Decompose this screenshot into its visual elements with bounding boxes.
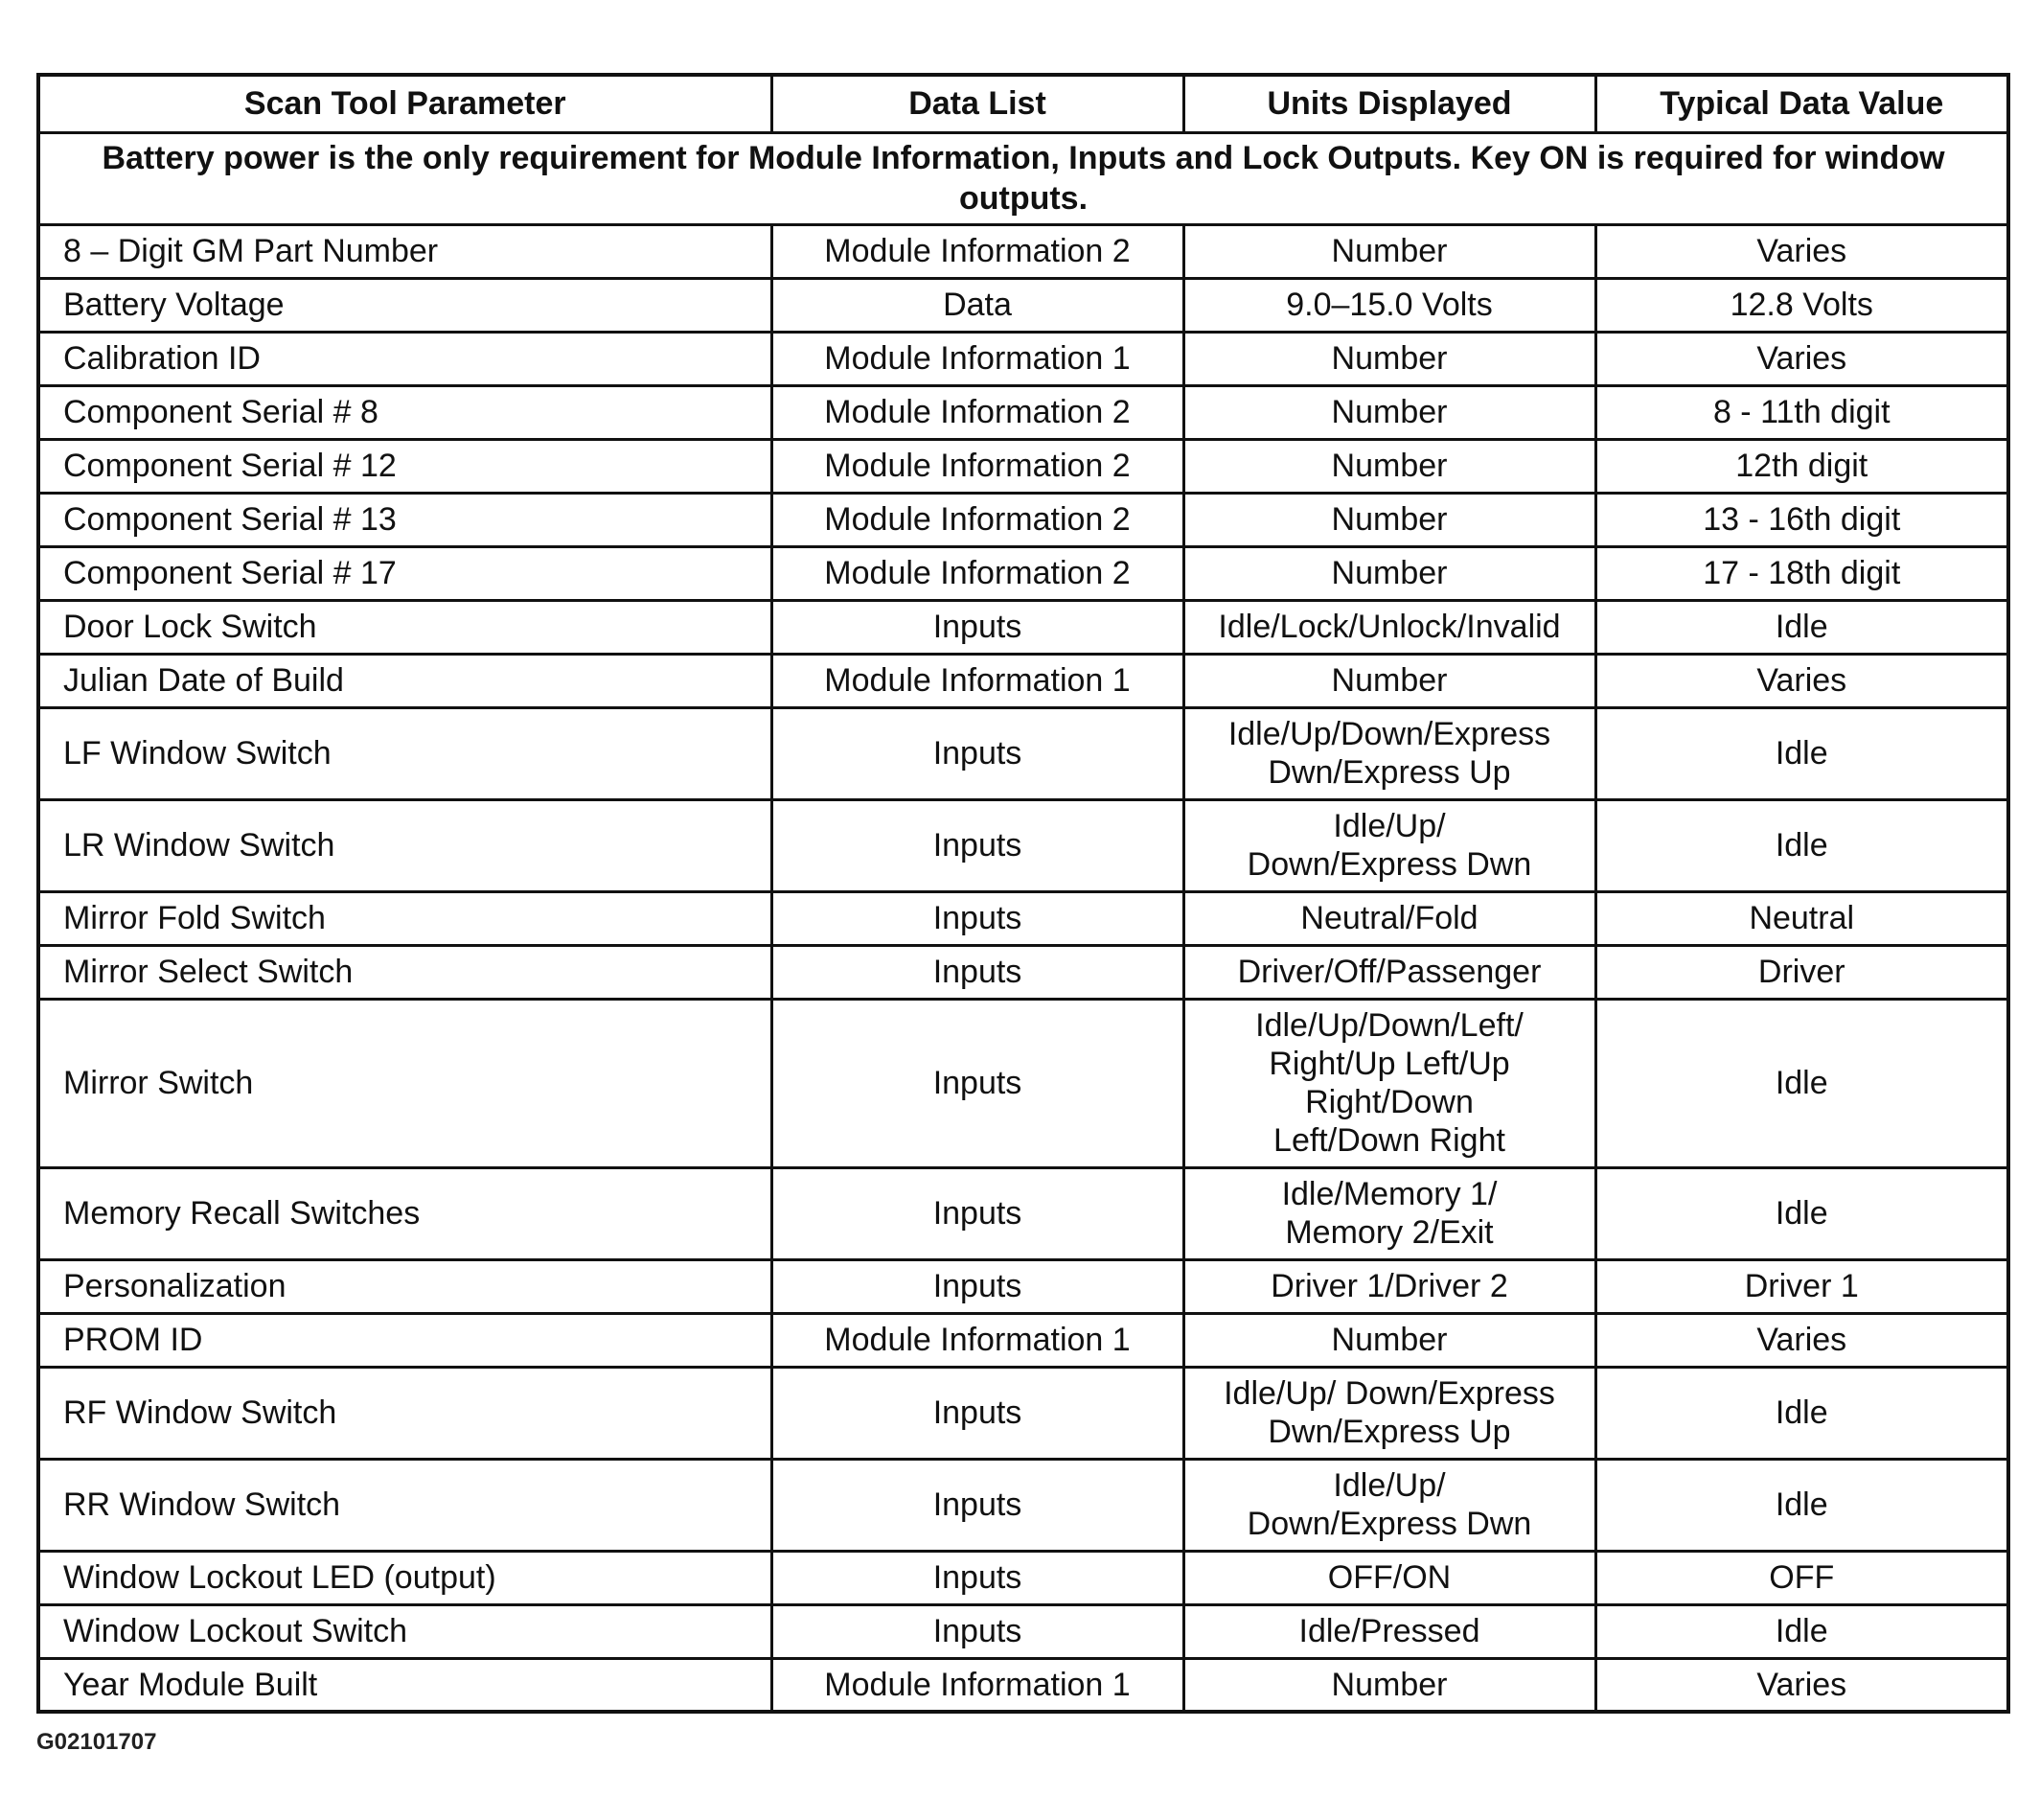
note-row bbox=[38, 132, 2008, 224]
units-line: Down/Express Dwn bbox=[1247, 846, 1532, 883]
table-row bbox=[38, 1551, 2008, 1604]
cell-typical-value: Varies bbox=[1595, 224, 2008, 278]
table-row bbox=[38, 891, 2008, 945]
cell-units-displayed bbox=[1183, 1167, 1595, 1259]
table-row bbox=[38, 945, 2008, 999]
header-typical-data-value: Typical Data Value bbox=[1595, 75, 2008, 132]
cell-typical-value: Varies bbox=[1595, 654, 2008, 707]
cell-typical-value: 17 - 18th digit bbox=[1595, 546, 2008, 600]
cell-units-displayed bbox=[1183, 999, 1595, 1167]
table-body bbox=[38, 132, 2008, 1712]
cell-units-displayed bbox=[1183, 799, 1595, 891]
cell-typical-value: Idle bbox=[1595, 1367, 2008, 1459]
cell-data-list: Module Information 1 bbox=[771, 654, 1183, 707]
table-row bbox=[38, 278, 2008, 332]
cell-units-displayed bbox=[1183, 600, 1595, 654]
cell-units-displayed bbox=[1183, 707, 1595, 799]
cell-parameter: 8 – Digit GM Part Number bbox=[38, 224, 771, 278]
units-line: Number bbox=[1331, 448, 1448, 484]
cell-parameter: Window Lockout Switch bbox=[38, 1604, 771, 1658]
cell-units-displayed bbox=[1183, 1551, 1595, 1604]
cell-typical-value: 8 - 11th digit bbox=[1595, 385, 2008, 439]
units-line: Idle/Up/Down/Left/ bbox=[1255, 1007, 1524, 1044]
cell-data-list: Module Information 2 bbox=[771, 493, 1183, 546]
cell-units-displayed bbox=[1183, 439, 1595, 493]
cell-typical-value: Idle bbox=[1595, 600, 2008, 654]
header-row bbox=[38, 75, 2008, 132]
cell-parameter: RF Window Switch bbox=[38, 1367, 771, 1459]
cell-typical-value: Idle bbox=[1595, 1459, 2008, 1551]
table-row bbox=[38, 332, 2008, 385]
cell-typical-value: Idle bbox=[1595, 799, 2008, 891]
cell-typical-value: Driver bbox=[1595, 945, 2008, 999]
table-row bbox=[38, 493, 2008, 546]
table-row bbox=[38, 439, 2008, 493]
cell-parameter: Personalization bbox=[38, 1259, 771, 1313]
cell-parameter: Component Serial # 8 bbox=[38, 385, 771, 439]
table-row bbox=[38, 799, 2008, 891]
cell-typical-value: OFF bbox=[1595, 1551, 2008, 1604]
cell-typical-value: Idle bbox=[1595, 1604, 2008, 1658]
cell-data-list: Inputs bbox=[771, 945, 1183, 999]
cell-parameter: Mirror Select Switch bbox=[38, 945, 771, 999]
units-line: Idle/Pressed bbox=[1298, 1613, 1480, 1649]
cell-typical-value: Varies bbox=[1595, 1658, 2008, 1712]
table-row bbox=[38, 654, 2008, 707]
cell-units-displayed bbox=[1183, 332, 1595, 385]
cell-data-list: Inputs bbox=[771, 600, 1183, 654]
cell-data-list: Module Information 1 bbox=[771, 1658, 1183, 1712]
cell-parameter: Memory Recall Switches bbox=[38, 1167, 771, 1259]
cell-units-displayed bbox=[1183, 1459, 1595, 1551]
cell-data-list: Module Information 2 bbox=[771, 224, 1183, 278]
cell-typical-value: Varies bbox=[1595, 332, 2008, 385]
cell-data-list: Inputs bbox=[771, 999, 1183, 1167]
cell-data-list: Inputs bbox=[771, 891, 1183, 945]
units-line: Idle/Up/ bbox=[1333, 1467, 1446, 1504]
table-row bbox=[38, 600, 2008, 654]
cell-parameter: Year Module Built bbox=[38, 1658, 771, 1712]
cell-parameter: LR Window Switch bbox=[38, 799, 771, 891]
cell-typical-value: Driver 1 bbox=[1595, 1259, 2008, 1313]
cell-parameter: PROM ID bbox=[38, 1313, 771, 1367]
cell-parameter: Mirror Fold Switch bbox=[38, 891, 771, 945]
units-line: Idle/Up/ bbox=[1333, 808, 1446, 844]
header-units-displayed: Units Displayed bbox=[1183, 75, 1595, 132]
cell-parameter: Component Serial # 12 bbox=[38, 439, 771, 493]
cell-parameter: Mirror Switch bbox=[38, 999, 771, 1167]
cell-typical-value: 12th digit bbox=[1595, 439, 2008, 493]
units-line: Right/Up Left/Up bbox=[1269, 1046, 1510, 1082]
cell-data-list: Inputs bbox=[771, 1604, 1183, 1658]
units-line: Idle/Up/ Down/Express bbox=[1224, 1375, 1555, 1412]
units-line: Memory 2/Exit bbox=[1285, 1214, 1494, 1251]
cell-data-list: Module Information 1 bbox=[771, 1313, 1183, 1367]
requirement-note: Battery power is the only requirement for Module Information, Inputs and Lock Outputs. Key ON is required for window outputs. bbox=[38, 132, 2008, 224]
cell-typical-value: Idle bbox=[1595, 1167, 2008, 1259]
cell-units-displayed bbox=[1183, 546, 1595, 600]
units-line: Driver 1/Driver 2 bbox=[1271, 1268, 1508, 1304]
cell-typical-value: Idle bbox=[1595, 999, 2008, 1167]
units-line: Dwn/Express Up bbox=[1268, 754, 1511, 791]
cell-typical-value: 13 - 16th digit bbox=[1595, 493, 2008, 546]
cell-data-list: Inputs bbox=[771, 799, 1183, 891]
cell-units-displayed bbox=[1183, 1259, 1595, 1313]
cell-units-displayed bbox=[1183, 278, 1595, 332]
units-line: Right/Down bbox=[1305, 1084, 1474, 1120]
header-data-list: Data List bbox=[771, 75, 1183, 132]
cell-data-list: Data bbox=[771, 278, 1183, 332]
cell-parameter: LF Window Switch bbox=[38, 707, 771, 799]
cell-data-list: Inputs bbox=[771, 1459, 1183, 1551]
cell-data-list: Inputs bbox=[771, 1167, 1183, 1259]
table-row bbox=[38, 224, 2008, 278]
cell-units-displayed bbox=[1183, 1313, 1595, 1367]
cell-parameter: Calibration ID bbox=[38, 332, 771, 385]
units-line: Number bbox=[1331, 233, 1448, 269]
units-line: Idle/Up/Down/Express bbox=[1227, 716, 1551, 752]
cell-parameter: Component Serial # 13 bbox=[38, 493, 771, 546]
units-line: Number bbox=[1331, 1666, 1448, 1703]
table-row bbox=[38, 1167, 2008, 1259]
cell-parameter: RR Window Switch bbox=[38, 1459, 771, 1551]
units-line: Idle/Memory 1/ bbox=[1281, 1176, 1498, 1212]
cell-parameter: Window Lockout LED (output) bbox=[38, 1551, 771, 1604]
table-row bbox=[38, 1367, 2008, 1459]
cell-units-displayed bbox=[1183, 224, 1595, 278]
cell-units-displayed bbox=[1183, 1367, 1595, 1459]
table-row bbox=[38, 385, 2008, 439]
units-line: Number bbox=[1331, 555, 1448, 591]
cell-data-list: Module Information 2 bbox=[771, 385, 1183, 439]
cell-units-displayed bbox=[1183, 654, 1595, 707]
units-line: Dwn/Express Up bbox=[1268, 1414, 1511, 1450]
cell-data-list: Module Information 2 bbox=[771, 439, 1183, 493]
units-line: 9.0–15.0 Volts bbox=[1286, 287, 1493, 323]
cell-units-displayed bbox=[1183, 493, 1595, 546]
units-line: Number bbox=[1331, 394, 1448, 430]
header-scan-tool-parameter: Scan Tool Parameter bbox=[38, 75, 771, 132]
cell-data-list: Module Information 1 bbox=[771, 332, 1183, 385]
scan-tool-data-table bbox=[36, 73, 2010, 1714]
units-line: Neutral/Fold bbox=[1300, 900, 1478, 936]
cell-units-displayed bbox=[1183, 385, 1595, 439]
cell-units-displayed bbox=[1183, 945, 1595, 999]
table-row bbox=[38, 1259, 2008, 1313]
cell-parameter: Julian Date of Build bbox=[38, 654, 771, 707]
cell-typical-value: Varies bbox=[1595, 1313, 2008, 1367]
cell-parameter: Door Lock Switch bbox=[38, 600, 771, 654]
cell-data-list: Inputs bbox=[771, 1551, 1183, 1604]
cell-data-list: Inputs bbox=[771, 707, 1183, 799]
table-row bbox=[38, 1313, 2008, 1367]
cell-typical-value: Neutral bbox=[1595, 891, 2008, 945]
table-row bbox=[38, 1459, 2008, 1551]
cell-units-displayed bbox=[1183, 1604, 1595, 1658]
table-row bbox=[38, 1604, 2008, 1658]
cell-typical-value: Idle bbox=[1595, 707, 2008, 799]
units-line: Number bbox=[1331, 501, 1448, 538]
units-line: Number bbox=[1331, 340, 1448, 377]
table-row bbox=[38, 546, 2008, 600]
cell-units-displayed bbox=[1183, 891, 1595, 945]
units-line: Idle/Lock/Unlock/Invalid bbox=[1218, 609, 1561, 645]
cell-data-list: Inputs bbox=[771, 1259, 1183, 1313]
cell-data-list: Inputs bbox=[771, 1367, 1183, 1459]
table-row bbox=[38, 707, 2008, 799]
table-row bbox=[38, 1658, 2008, 1712]
figure-id: G02101707 bbox=[36, 1729, 157, 1755]
units-line: Left/Down Right bbox=[1273, 1122, 1505, 1159]
table-row bbox=[38, 999, 2008, 1167]
units-line: OFF/ON bbox=[1327, 1559, 1452, 1596]
units-line: Down/Express Dwn bbox=[1247, 1506, 1532, 1542]
cell-units-displayed bbox=[1183, 1658, 1595, 1712]
cell-typical-value: 12.8 Volts bbox=[1595, 278, 2008, 332]
cell-data-list: Module Information 2 bbox=[771, 546, 1183, 600]
units-line: Driver/Off/Passenger bbox=[1237, 954, 1542, 990]
units-line: Number bbox=[1331, 662, 1448, 699]
cell-parameter: Component Serial # 17 bbox=[38, 546, 771, 600]
units-line: Number bbox=[1331, 1322, 1448, 1358]
cell-parameter: Battery Voltage bbox=[38, 278, 771, 332]
